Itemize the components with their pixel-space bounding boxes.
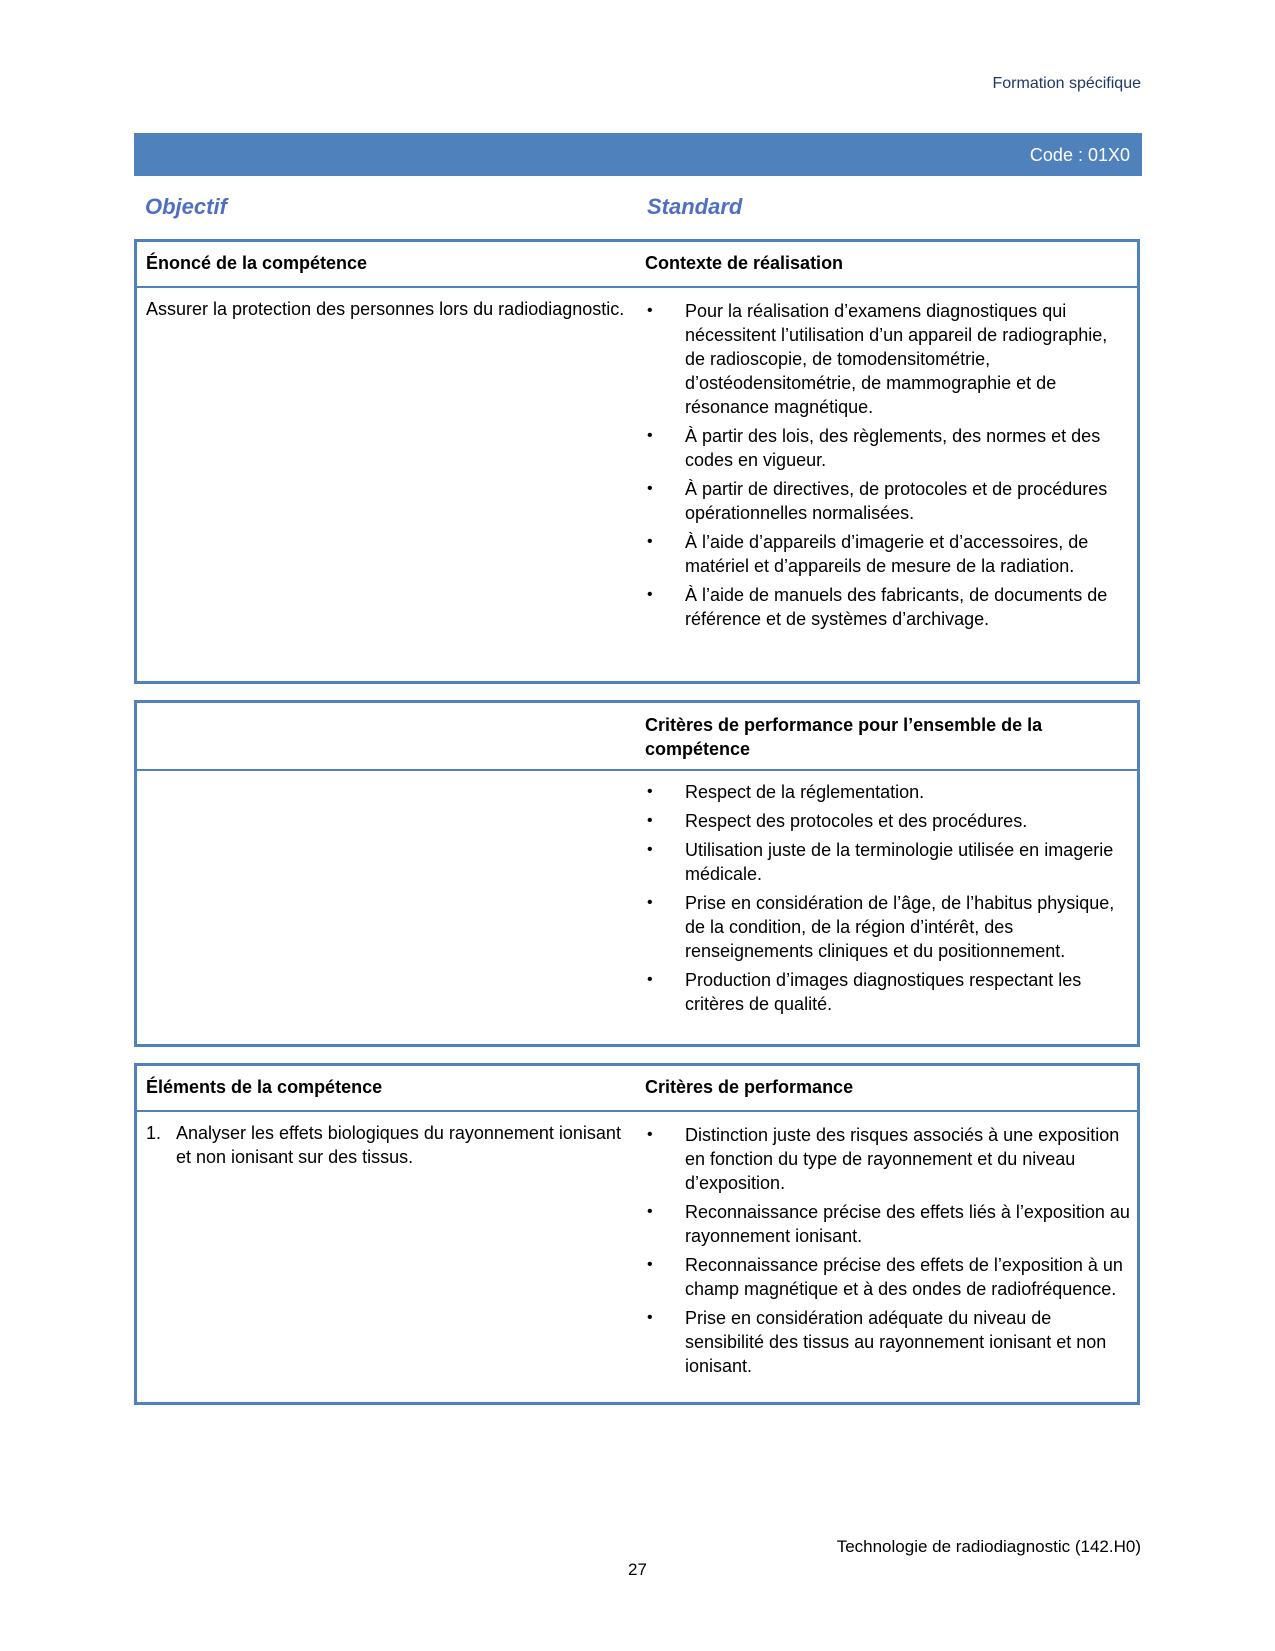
list-item: • Reconnaissance précise des effets de l’exposition à un champ magnétique et à des ondes de radiofréquence. xyxy=(647,1255,1123,1299)
context-list xyxy=(645,299,1130,636)
page-number: 27 xyxy=(628,1560,647,1579)
box1-header xyxy=(137,242,1137,288)
list-item: • Respect de la réglementation. xyxy=(647,782,925,802)
code-label: Code : 01X0 xyxy=(1029,145,1130,165)
competence-context-box xyxy=(134,239,1140,684)
list-item: • À partir de directives, de protocoles et de procédures opérationnelles normalisées. xyxy=(647,479,1108,523)
overall-criteria-box xyxy=(134,700,1140,1047)
list-item: • À l’aide de manuels des fabricants, de documents de référence et de systèmes d’archivage. xyxy=(647,585,1108,629)
competence-statement-heading: Énoncé de la compétence xyxy=(146,253,368,273)
list-item: • Prise en considération de l’âge, de l’habitus physique, de la condition, de la région d’intérêt, des renseignements cliniques et du positionnement. xyxy=(647,893,1115,961)
section-headings xyxy=(145,194,1135,222)
list-item: • À partir des lois, des règlements, des normes et des codes en vigueur. xyxy=(647,426,1101,470)
list-item: • Reconnaissance précise des effets liés à l’exposition au rayonnement ionisant. xyxy=(647,1202,1130,1246)
code-bar xyxy=(134,133,1142,176)
list-item: • Pour la réalisation d’examens diagnostiques qui nécessitent l’utilisation d’un appareil de radiographie, de radioscopie, de tomodensitométrie, d’ostéodensitométrie, de mammographie et de résonance magnétique. xyxy=(647,301,1108,417)
performance-criteria-list xyxy=(645,1123,1130,1383)
elements-criteria-box xyxy=(134,1063,1140,1405)
element-item xyxy=(146,1121,626,1169)
element-number: 1. xyxy=(146,1123,162,1143)
overall-criteria-heading: Critères de performance pour l’ensemble de la compétence xyxy=(645,715,1043,759)
standard-heading: Standard xyxy=(647,194,743,219)
box3-header xyxy=(137,1066,1137,1112)
list-item: • Production d’images diagnostiques respectant les critères de qualité. xyxy=(647,970,1082,1014)
footer-title: Technologie de radiodiagnostic (142.H0) xyxy=(836,1537,1141,1556)
list-item: • À l’aide d’appareils d’imagerie et d’accessoires, de matériel et d’appareils de mesure de la radiation. xyxy=(647,532,1089,576)
list-item: • Prise en considération adéquate du niveau de sensibilité des tissus au rayonnement ionisant et non ionisant. xyxy=(647,1308,1107,1376)
overall-criteria-list xyxy=(645,780,1130,1021)
list-item: • Distinction juste des risques associés à une exposition en fonction du type de rayonnement et du niveau d’exposition. xyxy=(647,1125,1120,1193)
box2-header xyxy=(137,703,1137,771)
list-item: • Respect des protocoles et des procédures. xyxy=(647,811,1028,831)
competence-statement: Assurer la protection des personnes lors du radiodiagnostic. xyxy=(146,299,625,319)
element-text: Analyser les effets biologiques du rayonnement ionisant et non ionisant sur des tissus. xyxy=(176,1123,621,1167)
context-heading: Contexte de réalisation xyxy=(645,253,844,273)
elements-heading: Éléments de la compétence xyxy=(146,1077,383,1097)
performance-criteria-heading: Critères de performance xyxy=(645,1077,854,1097)
running-head: Formation spécifique xyxy=(992,75,1141,92)
list-item: • Utilisation juste de la terminologie utilisée en imagerie médicale. xyxy=(647,840,1114,884)
objective-heading: Objectif xyxy=(145,194,227,219)
